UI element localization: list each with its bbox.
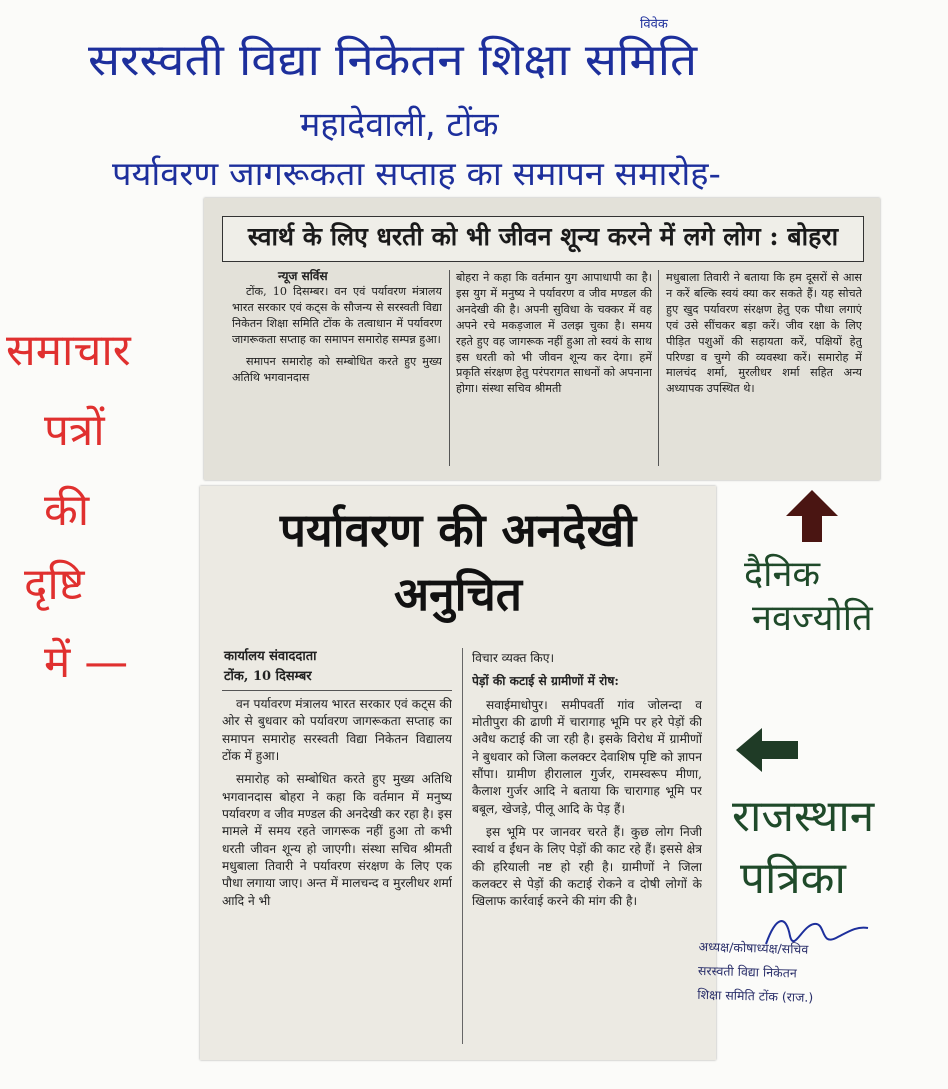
clip2-column-2 (472, 650, 702, 1046)
clip1-byline: न्यूज सर्विस (278, 269, 328, 283)
clip2-col1-para1: वन पर्यावरण मंत्रालय भारत सरकार एवं कट्स की ओर से बुधवार को पर्यावरण जागरूकता सप्ताह का समापन समारोह सरस्वती विद्या निकेतन विद्यालय टोंक में हुआ। (222, 697, 452, 763)
stamp-line3: शिक्षा समिति टोंक (राज.) (697, 986, 814, 1005)
left-arrow-icon (732, 724, 802, 776)
clip2-headline-line1: पर्यावरण की अनदेखी (279, 503, 637, 557)
clip2-col2-para2: इस भूमि पर जानवर चरते हैं। कुछ लोग निजी स्वार्थ व ईंधन के लिए पेड़ों की काट रहे हैं। इससे क्षेत्र की हरियाली नष्ट हो रही है। ग्रामीणों ने जिला कलक्टर से पेड़ों की कटाई रोकने व दोषी लोगों के खिलाफ कार्रवाई करने की मांग की है। (472, 824, 702, 909)
stamp-line2: सरस्वती विद्या निकेतन (697, 962, 798, 981)
insert-note: विवेक (640, 17, 668, 32)
clip2-byline: कार्यालय संवाददाता (224, 649, 317, 664)
side-label-line5: में — (44, 637, 129, 688)
event-title: पर्यावरण जागरूकता सप्ताह का समापन समारोह- (112, 154, 721, 193)
clip1-headline: स्वार्थ के लिए धरती को भी जीवन शून्य करने में लगे लोग : बोहरा (247, 222, 839, 251)
clip2-headline-line2: अनुचित (393, 567, 523, 621)
clip2-col2-para1: सवाईमाधोपुर। समीपवर्ती गांव जोलन्दा व मोतीपुरा की ढाणी में चारागाह भूमि पर हरे पेड़ों की अवैध कटाई की जा रही है। इसके विरोध में ग्रामीणों ने बुधवार को जिला कलक्टर देवाशिष पृष्टि को ज्ञापन सौंपा। ग्रामीण हीरालाल गुर्जर, रामस्वरूप मीणा, कैलाश गुर्जर आदि ने बताया कि चारागाह भूमि पर बबूल, खेजड़े, पीलू आदि के पेड़ हैं। (472, 697, 702, 816)
clip1-divider-2 (658, 270, 659, 466)
clip1-column-2 (456, 270, 652, 466)
stamp-line1: अध्यक्ष/कोषाध्यक्ष/सचिव (698, 938, 809, 957)
label-navjyoti-line2: नवज्योति (752, 598, 873, 639)
clip2-col2-top: विचार व्यक्त किए। (472, 651, 555, 665)
newspaper-clipping-navjyoti (204, 198, 880, 480)
label-patrika-line1: राजस्थान (732, 791, 875, 842)
up-arrow-icon (782, 486, 842, 546)
school-name: सरस्वती विद्या निकेतन शिक्षा समिति (88, 35, 698, 86)
clip2-column-1 (222, 696, 452, 1046)
clip2-dateline: टोंक, 10 दिसम्बर (224, 669, 312, 684)
clip1-column-3 (666, 270, 862, 466)
clip1-divider-1 (449, 270, 450, 466)
label-patrika-line2: पत्रिका (740, 853, 846, 904)
clip1-col1-para2: समापन समारोह को सम्बोधित करते हुए मुख्य अतिथि भगवानदास (232, 354, 442, 384)
clip1-col1-para1: टोंक, 10 दिसम्बर। वन एवं पर्यावरण मंत्रालय भारत सरकार एवं कट्स के सौजन्य से सरस्वती विद्या निकेतन शिक्षा समिति टोंक के तत्वाधान में पर्यावरण जागरूकता सप्ताह का समापन समारोह सम्पन्न हुआ। (232, 285, 442, 346)
clip1-col2-text: बोहरा ने कहा कि वर्तमान युग आपाधापी का है। इस युग में मनुष्य ने पर्यावरण व जीव मण्डल की अनदेखी की है। अपनी सुविधा के चक्कर में वह अपने रचे मकड़जाल में उलझ चुका है। समय रहते हुए वह जागरूक नहीं हुआ तो स्वयं के साथ इस धरती को भी जीवन शून्य कर देगा। हमें प्रकृति संरक्षण हेतु परंपरागत साधनों को अपनाना होगा। संस्था सचिव श्रीमती (456, 271, 652, 396)
clip2-col2-subhead: पेड़ों की कटाई से ग्रामीणों में रोष: (472, 674, 619, 689)
official-stamp (697, 935, 939, 1013)
clip2-col1-para2: समारोह को सम्बोधित करते हुए मुख्य अतिथि भगवानदास बोहरा ने कहा कि वर्तमान में मनुष्य पर्यावरण व जीव मण्डल की अनदेखी कर रहा है। इस मामले में समय रहते जागरूक नहीं हुआ तो कभी धरती जीवन शून्य हो जाएगी। संस्था सचिव श्रीमती मधुबाला तिवारी ने पर्यावरण संरक्षण के लिए एक पौधा लगाया जाए। अन्त में मालचन्द व मुरलीधर शर्मा आदि ने भी (222, 772, 452, 908)
clip1-col3-text: मधुबाला तिवारी ने बताया कि हम दूसरों से आस न करें बल्कि स्वयं क्या कर सकते हैं। यह सोचते हुए खुद पर्यावरण संरक्षण हेतु एक पौधा लगाएं एवं उसे सींचकर बड़ा करें। जीव रक्षा के लिए पीड़ित पशुओं की सहायता करें, पक्षियों हेतु परिण्डा व चुग्गे की व्यवस्था करें। समारोह में मालचंद शर्मा, मुरलीधर शर्मा सहित अन्य अध्यापक उपस्थित थे। (666, 271, 862, 396)
label-navjyoti-line1: दैनिक (744, 554, 821, 595)
side-label-line3: की (44, 485, 90, 536)
clip2-divider (462, 648, 463, 1044)
clip1-headline-box (222, 216, 864, 262)
clip2-rule (222, 690, 452, 691)
clip1-column-1 (232, 284, 442, 468)
newspaper-clipping-patrika (200, 486, 716, 1060)
school-location: महादेवाली, टोंक (300, 105, 499, 145)
side-label-line1: समाचार (6, 325, 131, 376)
side-label-line2: पत्रों (44, 405, 105, 456)
side-label-line4: दृष्टि (24, 559, 85, 610)
